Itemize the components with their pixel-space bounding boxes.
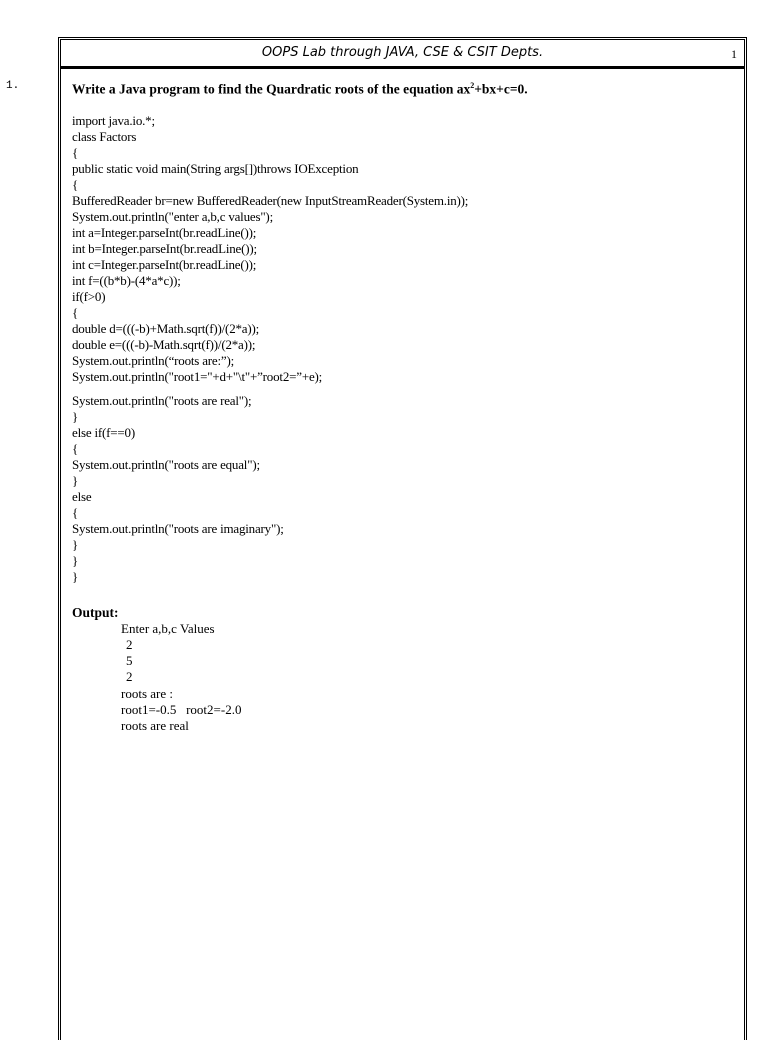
code-line: } [72,536,79,552]
code-line: { [72,176,79,192]
code-line: System.out.println("roots are imaginary"); [72,520,284,536]
code-line: int a=Integer.parseInt(br.readLine()); [72,224,257,240]
output-block [121,621,732,735]
code-line: else [72,488,92,504]
output-line: Enter a,b,c Values [121,620,215,636]
code-line: { [72,440,79,456]
code-line: public static void main(String args[])throws IOException [72,160,359,176]
code-line: double e=(((-b)-Math.sqrt(f))/(2*a)); [72,336,256,352]
output-heading: Output: [72,604,119,620]
code-line: } [72,408,79,424]
code-line: { [72,144,79,160]
document-body [72,78,732,735]
question-text [72,78,732,98]
output-line: root1=-0.5 root2=-2.0 [121,701,242,717]
problem-number: 1. [6,80,20,92]
code-spacer [72,385,732,393]
question-text-main: Write a Java program to find the Quardratic roots of the equation ax [72,81,471,97]
code-line: import java.io.*; [72,112,155,128]
output-line: 2 [126,669,133,685]
code-line: BufferedReader br=new BufferedReader(new InputStreamReader(System.in)); [72,192,469,208]
output-line: roots are : [121,685,173,701]
output-line: 5 [126,653,133,669]
code-line: } [72,552,79,568]
page-header [61,40,744,69]
code-line: double d=(((-b)+Math.sqrt(f))/(2*a)); [72,320,260,336]
question-text-end: +bx+c=0. [474,81,528,97]
code-line: if(f>0) [72,288,106,304]
code-line: System.out.println("root1="+d+"\t"+”root2=”+e); [72,368,323,384]
code-line: System.out.println(“roots are:”); [72,352,235,368]
code-line: int c=Integer.parseInt(br.readLine()); [72,256,257,272]
code-line: class Factors [72,128,137,144]
code-line: System.out.println("enter a,b,c values"); [72,208,273,224]
code-line: } [72,568,79,584]
output-line: 2 [126,636,133,652]
code-line: } [72,472,79,488]
output-line: roots are real [121,718,189,734]
question-exponent: 2 [470,81,475,90]
page-number: 1 [731,47,737,61]
code-line: else if(f==0) [72,424,135,440]
code-line: System.out.println("roots are equal"); [72,456,260,472]
code-line: { [72,504,79,520]
code-line: int b=Integer.parseInt(br.readLine()); [72,240,257,256]
code-line: System.out.println("roots are real"); [72,392,252,408]
code-line: int f=((b*b)-(4*a*c)); [72,272,181,288]
header-title: OOPS Lab through JAVA, CSE & CSIT Depts. [261,45,544,60]
code-block [72,113,732,585]
code-line: { [72,304,79,320]
page-frame [58,37,747,1040]
